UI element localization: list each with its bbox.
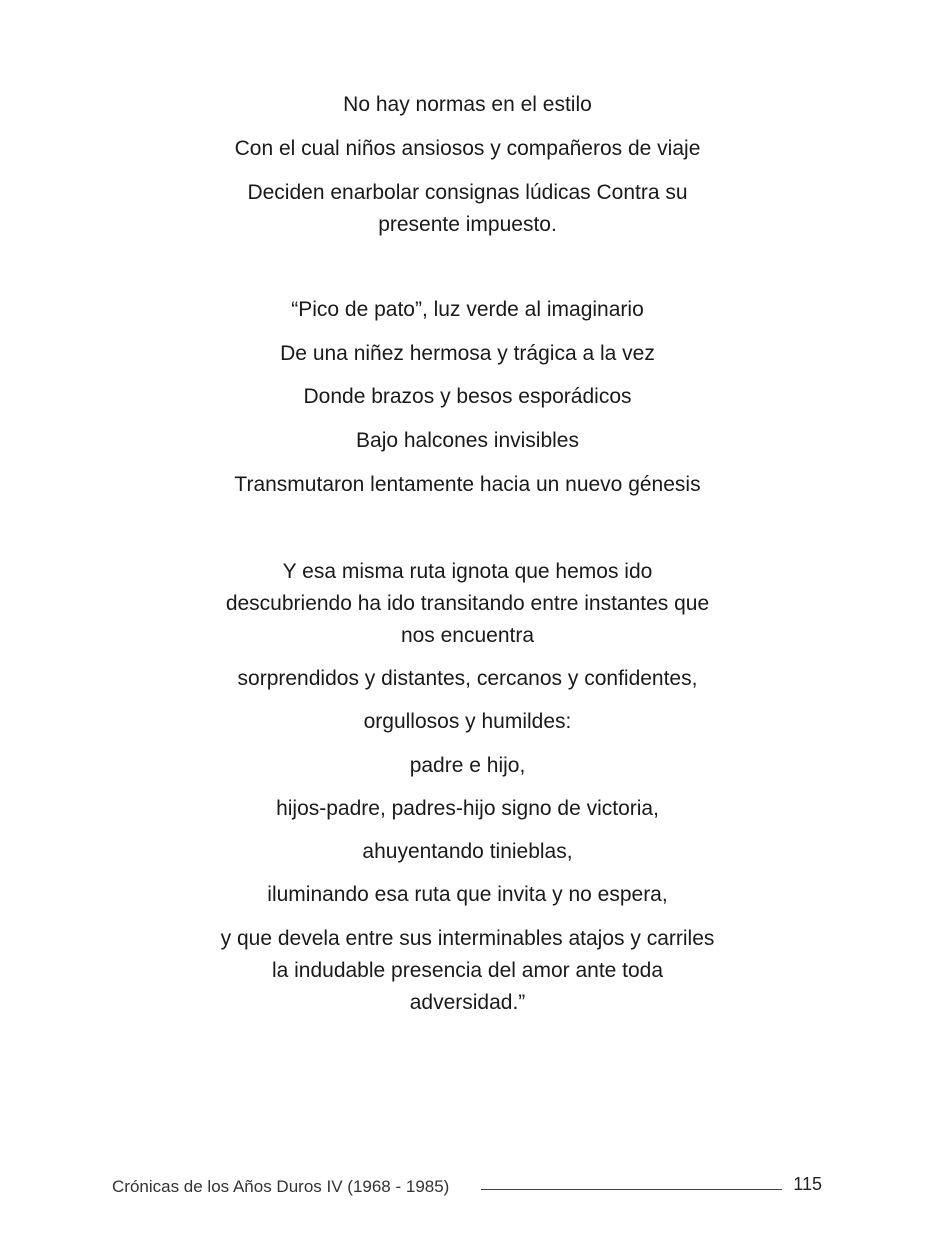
- poem-line: No hay normas en el estilo: [343, 93, 592, 116]
- poem-line: Y esa misma ruta ignota que hemos ido descubriendo ha ido transitando entre instantes que nos encuentra: [225, 560, 710, 647]
- poem-line: “Pico de pato”, luz verde al imaginario: [291, 298, 644, 321]
- poem-line: iluminando esa ruta que invita y no espera,: [267, 883, 668, 906]
- poem-line: Deciden enarbolar consignas lúdicas Contra su presente impuesto.: [247, 181, 688, 236]
- footer-divider: [481, 1189, 782, 1190]
- book-title: Crónicas de los Años Duros IV (1968 - 1985): [112, 1177, 450, 1196]
- page-footer: [112, 1173, 824, 1201]
- poem-line: ahuyentando tinieblas,: [362, 840, 573, 863]
- poem-line: Bajo halcones invisibles: [356, 429, 579, 452]
- poem-line: De una niñez hermosa y trágica a la vez: [280, 342, 655, 365]
- poem-line: y que devela entre sus interminables atajos y carriles la indudable presencia del amor ante toda adversidad.”: [220, 927, 715, 1014]
- poem-line: sorprendidos y distantes, cercanos y confidentes,: [237, 667, 698, 690]
- poem-line: Con el cual niños ansiosos y compañeros de viaje: [234, 137, 701, 160]
- poem-line: Transmutaron lentamente hacia un nuevo génesis: [234, 473, 701, 496]
- poem-line: hijos-padre, padres-hijo signo de victoria,: [276, 797, 659, 820]
- page-number: 115: [793, 1174, 822, 1194]
- poem-line: orgullosos y humildes:: [363, 710, 572, 733]
- poem-line: Donde brazos y besos esporádicos: [303, 385, 632, 408]
- poem-line: padre e hijo,: [409, 754, 526, 777]
